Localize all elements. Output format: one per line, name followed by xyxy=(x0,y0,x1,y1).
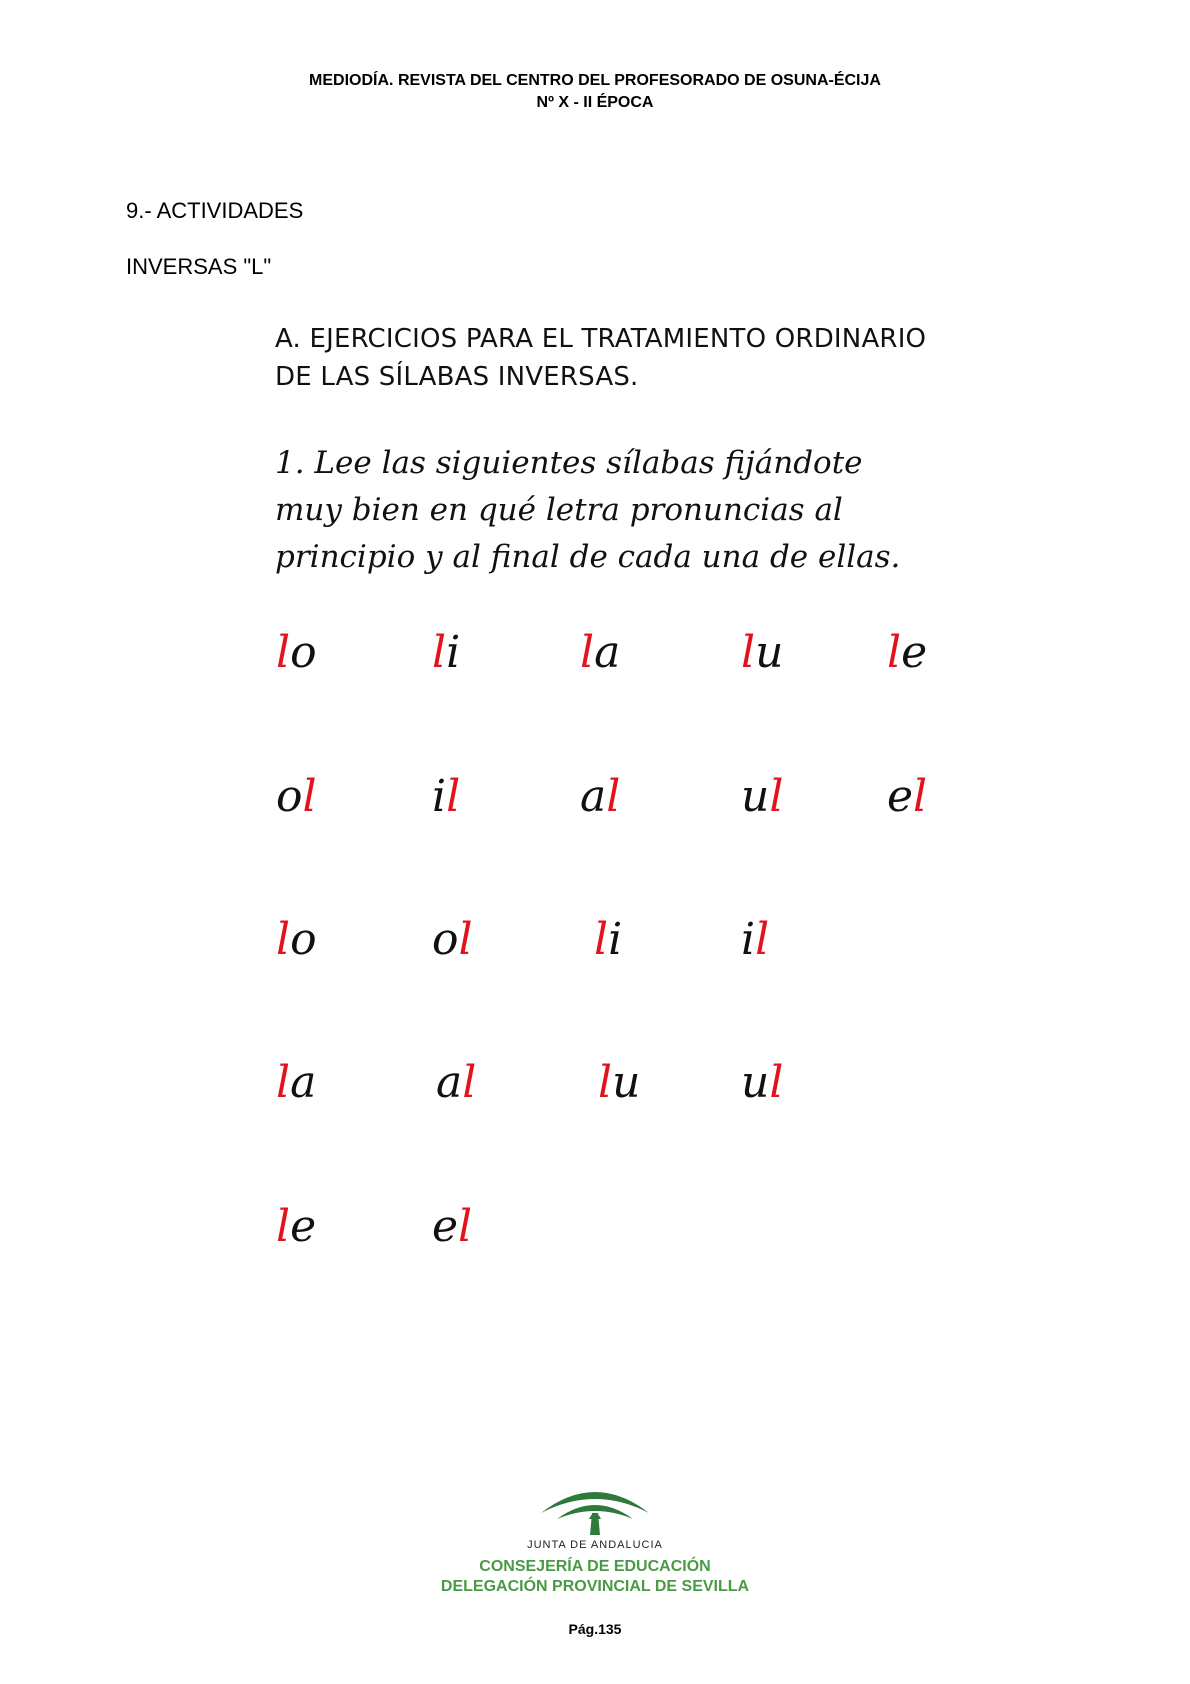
syllable-letter: e xyxy=(290,1201,317,1252)
syllable-letter: a xyxy=(436,1057,463,1108)
footer-institution xyxy=(0,1557,1190,1597)
syllable-item xyxy=(741,1058,783,1108)
logo-caption: JUNTA DE ANDALUCIA xyxy=(527,1539,663,1551)
syllable-letter: a xyxy=(290,1057,317,1108)
syllable-letter: u xyxy=(741,771,770,822)
syllable-letter: l xyxy=(446,771,461,822)
syllable-letter: l xyxy=(769,1057,784,1108)
syllable-item xyxy=(276,1202,316,1252)
syllable-letter: a xyxy=(580,771,607,822)
syllable-item xyxy=(580,772,620,822)
section-title: 9.- ACTIVIDADES xyxy=(126,198,304,223)
exercise-instruction: 1. Lee las siguientes sílabas fijándote muy bien en qué letra pronuncias al principio y al final de cada una de ellas. xyxy=(275,445,901,575)
syllable-letter: a xyxy=(594,627,621,678)
junta-logo xyxy=(0,1475,1190,1551)
syllable-item xyxy=(276,772,317,822)
syllable-letter: l xyxy=(741,627,756,678)
exercise-heading xyxy=(275,320,926,396)
syllable-letter: i xyxy=(432,771,447,822)
syllable-letter: l xyxy=(432,627,447,678)
journal-issue: Nº X - II ÉPOCA xyxy=(536,94,654,111)
syllable-letter: e xyxy=(901,627,928,678)
syllable-letter: i xyxy=(741,914,756,965)
subsection-title: INVERSAS "L" xyxy=(126,254,272,279)
syllable-letter: o xyxy=(290,627,317,678)
syllable-item xyxy=(432,915,473,965)
exercise-heading-line1: A. EJERCICIOS PARA EL TRATAMIENTO ORDINARIO xyxy=(275,324,927,354)
syllable-item xyxy=(432,1202,472,1252)
syllable-letter: i xyxy=(446,627,461,678)
delegacion-name: DELEGACIÓN PROVINCIAL DE SEVILLA xyxy=(440,1578,750,1595)
syllable-item xyxy=(432,628,460,678)
syllable-letter: l xyxy=(276,627,291,678)
syllable-letter: l xyxy=(276,1201,291,1252)
syllable-letter: l xyxy=(594,914,609,965)
syllable-letter: i xyxy=(608,914,623,965)
syllable-item xyxy=(741,915,769,965)
syllable-item xyxy=(436,1058,476,1108)
syllable-item xyxy=(594,915,622,965)
syllable-item xyxy=(276,1058,316,1108)
syllable-item xyxy=(741,772,783,822)
journal-title: MEDIODÍA. REVISTA DEL CENTRO DEL PROFESORADO DE OSUNA-ÉCIJA xyxy=(309,72,881,89)
consejeria-name: CONSEJERÍA DE EDUCACIÓN xyxy=(479,1558,711,1575)
syllable-letter: u xyxy=(612,1057,641,1108)
syllable-letter: o xyxy=(290,914,317,965)
syllable-letter: l xyxy=(598,1057,613,1108)
syllable-letter: u xyxy=(741,1057,770,1108)
syllable-letter: l xyxy=(606,771,621,822)
syllable-item xyxy=(276,915,317,965)
syllable-letter: l xyxy=(913,771,928,822)
syllable-letter: l xyxy=(462,1057,477,1108)
exercise-heading-line2: DE LAS SÍLABAS INVERSAS. xyxy=(275,362,639,392)
syllable-letter: o xyxy=(432,914,459,965)
syllable-item xyxy=(741,628,783,678)
syllable-item xyxy=(432,772,460,822)
syllable-letter: o xyxy=(276,771,303,822)
syllable-letter: l xyxy=(755,914,770,965)
syllable-letter: l xyxy=(769,771,784,822)
syllable-letter: l xyxy=(458,1201,473,1252)
syllable-letter: l xyxy=(276,914,291,965)
syllable-letter: l xyxy=(302,771,317,822)
syllable-letter: u xyxy=(755,627,784,678)
syllable-letter: l xyxy=(580,627,595,678)
syllable-item xyxy=(598,1058,640,1108)
page-number: Pág.135 xyxy=(568,1621,622,1637)
syllable-item xyxy=(276,628,317,678)
syllable-item xyxy=(887,628,927,678)
syllable-item xyxy=(887,772,927,822)
andalucia-emblem-icon xyxy=(535,1475,655,1537)
journal-header xyxy=(0,70,1190,114)
syllable-letter: e xyxy=(887,771,914,822)
syllable-item xyxy=(580,628,620,678)
syllable-letter: l xyxy=(887,627,902,678)
syllable-letter: l xyxy=(276,1057,291,1108)
syllable-letter: e xyxy=(432,1201,459,1252)
syllable-letter: l xyxy=(458,914,473,965)
